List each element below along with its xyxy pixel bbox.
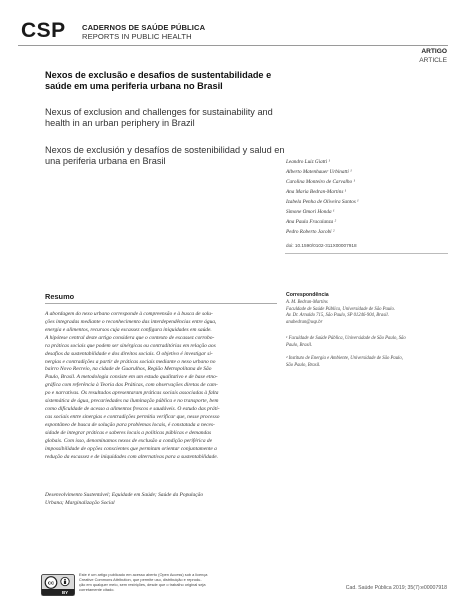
author-name: Pedro Roberto Jacobi ² xyxy=(286,229,335,235)
abstract-line: como dificuldade de acesso a alimentos frescos e saudáveis. O estudo das práti- xyxy=(45,406,220,413)
journal-logo: CSP xyxy=(21,19,66,42)
author-name: Ana Paula Fracalanza ² xyxy=(286,219,337,225)
author-name: Leandro Luiz Giatti ¹ xyxy=(286,159,330,165)
author-list xyxy=(286,157,446,237)
abstract-divider xyxy=(45,303,277,304)
abstract-line: globais. Com isso, denominamos nexos de exclusão a condição periférica de xyxy=(45,437,213,444)
license-line: Este é um artigo publicado em acesso aberto (Open Access) sob a licença xyxy=(79,572,208,577)
abstract-line: redução da escassez e de iniquidades com alternativas para a sustentabilidade. xyxy=(45,453,219,460)
license-line: corretamente citado. xyxy=(79,586,115,592)
correspondence-line: anabedran@usp.br xyxy=(286,319,323,325)
abstract-line: desafios da sustentabilidade e dos direitos sociais. O objetivo é investigar si- xyxy=(45,350,213,357)
abstract-line: impossibilidade de opções conscientes que permitam orientar conjuntamente a xyxy=(45,445,217,452)
keywords-line: Urbana; Marginalização Social xyxy=(45,499,115,506)
abstract-line: bairro Novo Recreio, na cidade de Guarulhos, Região Metropolitana de São xyxy=(45,366,212,373)
journal-name xyxy=(82,23,205,41)
license-line: Creative Commons Attribution, que permite uso, distribuição e reprodu- xyxy=(79,576,202,582)
journal-name-line2: REPORTS IN PUBLIC HEALTH xyxy=(82,32,192,41)
author-name: Alberto Matenhauer Urbinatti ¹ xyxy=(286,169,352,175)
affiliation-line: ¹ Faculdade de Saúde Pública, Universidade de São Paulo, São xyxy=(286,336,406,341)
abstract-line: A abordagem do nexo urbano corresponde à compreensão e à busca de solu- xyxy=(45,311,213,317)
abstract-line: nergias e contradições a partir de práticas sociais mediante o nexo urbano no xyxy=(45,358,216,365)
abstract-heading: Resumo xyxy=(45,292,75,301)
author-name: Ana Maria Bedran-Martins ¹ xyxy=(286,189,347,195)
abstract-line: ra práticas sociais que podem ser sinérgicas ou contraditórias em relação aos xyxy=(45,342,216,349)
cc-label: cc xyxy=(47,580,55,587)
correspondence-line: Av. Dr. Arnaldo 715, São Paulo, SP 01246-904, Brasil. xyxy=(286,313,389,318)
license-text xyxy=(79,573,211,593)
abstract-line: sidade de integrar práticas e saberes locais a políticas públicas e demandas xyxy=(45,429,212,436)
correspondence-heading: Correspondência xyxy=(286,292,329,298)
abstract-line: espontâneo de busca de solução para problemas locais, é constatada a neces- xyxy=(45,421,215,428)
header-divider xyxy=(18,45,448,46)
affiliation-line: ² Instituto de Energia e Ambiente, Universidade de São Paulo, xyxy=(286,356,403,361)
keywords-line: Desenvolvimento Sustentável; Equidade em Saúde; Saúde da População xyxy=(45,492,204,498)
author-name: Simone Omori Honda ¹ xyxy=(286,209,335,215)
abstract-body xyxy=(45,311,277,462)
title-portuguese: Nexos de exclusão e desafios de sustentabilidade e saúde em uma periferia urbana no Brasil xyxy=(45,70,272,91)
abstract-line: sistemática de água, precariedades na iluminação pública e no transporte, bem xyxy=(45,398,219,405)
abstract-line: energia e alimentos, recursos cuja escassez configura iniquidades em saúde. xyxy=(45,326,212,333)
abstract-line: cas sociais entre sinergias e contradições permitiu verificar que, nesse processo xyxy=(45,413,220,420)
correspondence-block xyxy=(286,300,448,326)
abstract-line: Paulo, Brasil. A metodologia consiste em um estudo qualitativo e de base etno- xyxy=(45,374,218,381)
author-name: Izabela Penha de Oliveira Santos ¹ xyxy=(286,199,359,205)
cc-by-license-icon[interactable] xyxy=(41,574,75,596)
license-line: ção em qualquer meio, sem restrições, desde que o trabalho original seja xyxy=(79,581,206,587)
correspondence-line: A. M. Bedran-Martins xyxy=(286,300,328,305)
by-label: BY xyxy=(61,590,69,596)
affiliation-2 xyxy=(286,356,448,369)
journal-name-line1: CADERNOS DE SAÚDE PÚBLICA xyxy=(82,23,206,32)
title-spanish: Nexos de exclusión y desafíos de sostenibilidad y salud en una periferia urbana en Brasil xyxy=(45,145,285,166)
affiliation-line: São Paulo, Brasil. xyxy=(286,362,321,368)
article-type-en: ARTICLE xyxy=(419,57,447,64)
doi-divider xyxy=(285,253,448,254)
keywords xyxy=(45,492,277,508)
doi-link[interactable]: doi: 10.1590/0102-311X00007918 xyxy=(286,243,357,248)
abstract-line: A hipótese central deste artigo considera que o contexto de escassez corrobo- xyxy=(45,334,215,341)
affiliation-1 xyxy=(286,336,448,349)
author-name: Carolina Monteiro de Carvalho ¹ xyxy=(286,179,355,185)
affiliation-line: Paulo, Brasil. xyxy=(286,342,313,348)
abstract-line: gráfica com referência à Teoria das Práticas, com observações diretas de cam- xyxy=(45,382,218,389)
article-type-pt: ARTIGO xyxy=(421,48,447,55)
abstract-line: po e narrativas. Os resultados apresentaram práticas sociais associadas à falta xyxy=(45,390,219,397)
abstract-line: ções integradas mediante o reconhecimento das interdependências entre água, xyxy=(45,318,217,325)
correspondence-line: Faculdade de Saúde Pública, Universidade de São Paulo. xyxy=(286,306,395,312)
footer-citation: Cad. Saúde Pública 2019; 35(7):e00007918 xyxy=(345,585,447,591)
title-english: Nexus of exclusion and challenges for sustainability and health in an urban periphery in Brazil xyxy=(45,107,273,128)
